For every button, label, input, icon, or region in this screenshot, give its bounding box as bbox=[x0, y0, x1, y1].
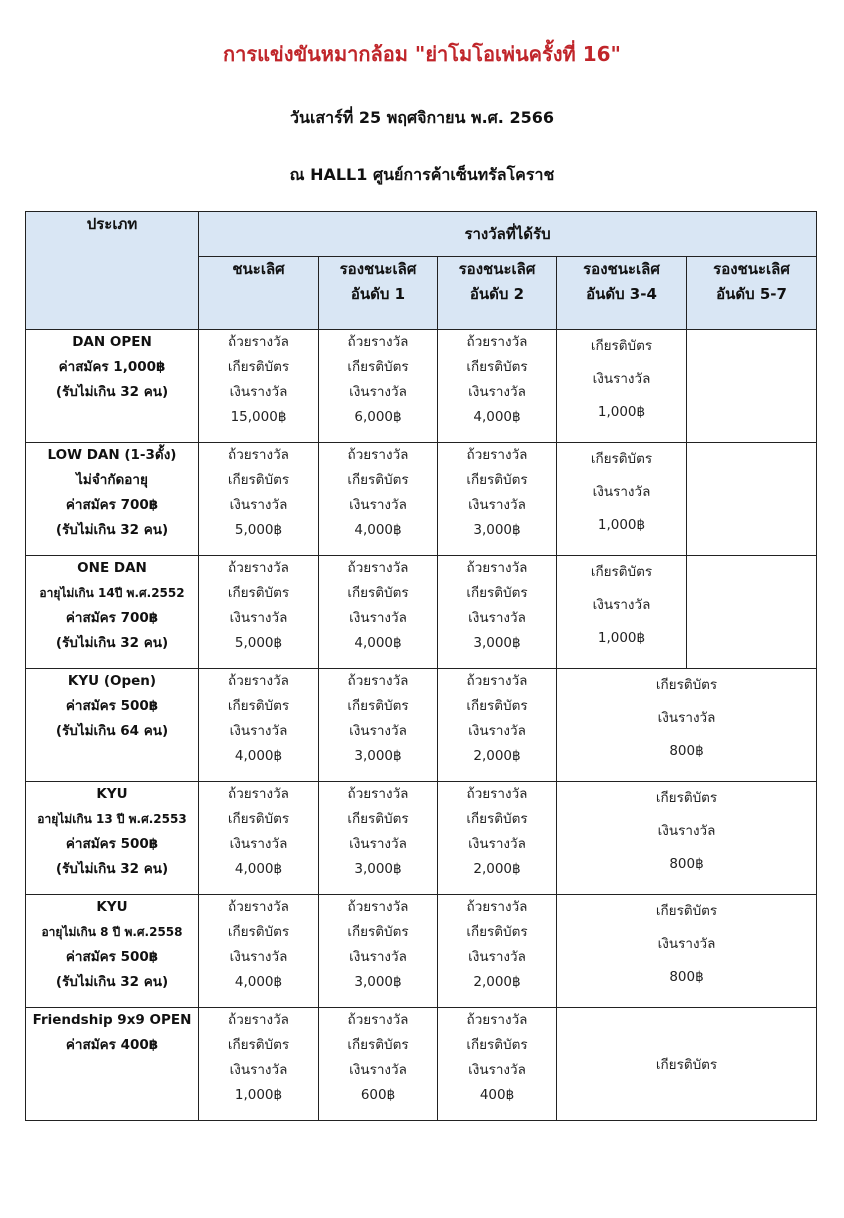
winner-prize-cell: ถ้วยรางวัล เกียรติบัตร เงินรางวัล 4,000฿ bbox=[199, 895, 319, 1008]
column-header-runner-up-1: รองชนะเลิศ อันดับ 1 bbox=[319, 257, 438, 330]
runner-up-1-prize-cell: ถ้วยรางวัล เกียรติบัตร เงินรางวัล 4,000฿ bbox=[319, 443, 438, 556]
column-header-runner-up-3-4: รองชนะเลิศ อันดับ 3-4 bbox=[557, 257, 687, 330]
column-header-runner-up-2: รองชนะเลิศ อันดับ 2 bbox=[438, 257, 557, 330]
page-title: การแข่งขันหมากล้อม "ย่าโมโอเพ่นครั้งที่ 16" bbox=[223, 42, 621, 66]
category-cell: DAN OPEN ค่าสมัคร 1,000฿ (รับไม่เกิน 32 คน) bbox=[26, 330, 199, 443]
table-row bbox=[26, 330, 817, 443]
runner-up-3-7-prize-cell: เกียรติบัตร bbox=[557, 1008, 817, 1121]
table-row bbox=[26, 782, 817, 895]
prize-group-header: รางวัลที่ได้รับ bbox=[199, 212, 817, 257]
runner-up-1-prize-cell: ถ้วยรางวัล เกียรติบัตร เงินรางวัล 3,000฿ bbox=[319, 782, 438, 895]
runner-up-1-prize-cell: ถ้วยรางวัล เกียรติบัตร เงินรางวัล 6,000฿ bbox=[319, 330, 438, 443]
winner-prize-cell: ถ้วยรางวัล เกียรติบัตร เงินรางวัล 1,000฿ bbox=[199, 1008, 319, 1121]
table-row bbox=[26, 556, 817, 669]
column-header-runner-up-5-7: รองชนะเลิศ อันดับ 5-7 bbox=[687, 257, 817, 330]
runner-up-3-4-prize-cell: เกียรติบัตร เงินรางวัล 1,000฿ bbox=[557, 330, 687, 443]
table-row bbox=[26, 1008, 817, 1121]
category-cell: KYU (Open) ค่าสมัคร 500฿ (รับไม่เกิน 64 คน) bbox=[26, 669, 199, 782]
runner-up-1-prize-cell: ถ้วยรางวัล เกียรติบัตร เงินรางวัล 4,000฿ bbox=[319, 556, 438, 669]
runner-up-2-prize-cell: ถ้วยรางวัล เกียรติบัตร เงินรางวัล 2,000฿ bbox=[438, 669, 557, 782]
table-row bbox=[26, 895, 817, 1008]
runner-up-2-prize-cell: ถ้วยรางวัล เกียรติบัตร เงินรางวัล 3,000฿ bbox=[438, 443, 557, 556]
table-row bbox=[26, 443, 817, 556]
column-header-winner: ชนะเลิศ bbox=[199, 257, 319, 330]
runner-up-1-prize-cell: ถ้วยรางวัล เกียรติบัตร เงินรางวัล 3,000฿ bbox=[319, 669, 438, 782]
category-cell: ONE DAN อายุไม่เกิน 14ปี พ.ศ.2552 ค่าสมัคร 700฿ (รับไม่เกิน 32 คน) bbox=[26, 556, 199, 669]
winner-prize-cell: ถ้วยรางวัล เกียรติบัตร เงินรางวัล 5,000฿ bbox=[199, 556, 319, 669]
category-header: ประเภท bbox=[26, 212, 199, 330]
runner-up-1-prize-cell: ถ้วยรางวัล เกียรติบัตร เงินรางวัล 600฿ bbox=[319, 1008, 438, 1121]
event-date: วันเสาร์ที่ 25 พฤศจิกายน พ.ศ. 2566 bbox=[290, 108, 554, 127]
runner-up-3-7-prize-cell: เกียรติบัตร เงินรางวัล 800฿ bbox=[557, 895, 817, 1008]
prize-table bbox=[25, 211, 817, 1121]
category-cell: Friendship 9x9 OPEN ค่าสมัคร 400฿ bbox=[26, 1008, 199, 1121]
runner-up-3-4-prize-cell: เกียรติบัตร เงินรางวัล 1,000฿ bbox=[557, 443, 687, 556]
category-cell: KYU อายุไม่เกิน 13 ปี พ.ศ.2553 ค่าสมัคร 500฿ (รับไม่เกิน 32 คน) bbox=[26, 782, 199, 895]
runner-up-2-prize-cell: ถ้วยรางวัล เกียรติบัตร เงินรางวัล 2,000฿ bbox=[438, 895, 557, 1008]
runner-up-3-4-prize-cell: เกียรติบัตร เงินรางวัล 1,000฿ bbox=[557, 556, 687, 669]
runner-up-2-prize-cell: ถ้วยรางวัล เกียรติบัตร เงินรางวัล 3,000฿ bbox=[438, 556, 557, 669]
runner-up-2-prize-cell: ถ้วยรางวัล เกียรติบัตร เงินรางวัล 4,000฿ bbox=[438, 330, 557, 443]
table-row bbox=[26, 669, 817, 782]
runner-up-2-prize-cell: ถ้วยรางวัล เกียรติบัตร เงินรางวัล 2,000฿ bbox=[438, 782, 557, 895]
winner-prize-cell: ถ้วยรางวัล เกียรติบัตร เงินรางวัล 4,000฿ bbox=[199, 782, 319, 895]
runner-up-5-7-empty-cell bbox=[687, 556, 817, 669]
runner-up-5-7-empty-cell bbox=[687, 330, 817, 443]
winner-prize-cell: ถ้วยรางวัล เกียรติบัตร เงินรางวัล 5,000฿ bbox=[199, 443, 319, 556]
runner-up-3-7-prize-cell: เกียรติบัตร เงินรางวัล 800฿ bbox=[557, 782, 817, 895]
event-venue: ณ HALL1 ศูนย์การค้าเซ็นทรัลโคราช bbox=[289, 165, 555, 184]
runner-up-5-7-empty-cell bbox=[687, 443, 817, 556]
winner-prize-cell: ถ้วยรางวัล เกียรติบัตร เงินรางวัล 4,000฿ bbox=[199, 669, 319, 782]
runner-up-3-7-prize-cell: เกียรติบัตร เงินรางวัล 800฿ bbox=[557, 669, 817, 782]
category-cell: LOW DAN (1-3ดั้ง) ไม่จำกัดอายุ ค่าสมัคร 700฿ (รับไม่เกิน 32 คน) bbox=[26, 443, 199, 556]
category-cell: KYU อายุไม่เกิน 8 ปี พ.ศ.2558 ค่าสมัคร 500฿ (รับไม่เกิน 32 คน) bbox=[26, 895, 199, 1008]
winner-prize-cell: ถ้วยรางวัล เกียรติบัตร เงินรางวัล 15,000฿ bbox=[199, 330, 319, 443]
runner-up-2-prize-cell: ถ้วยรางวัล เกียรติบัตร เงินรางวัล 400฿ bbox=[438, 1008, 557, 1121]
runner-up-1-prize-cell: ถ้วยรางวัล เกียรติบัตร เงินรางวัล 3,000฿ bbox=[319, 895, 438, 1008]
